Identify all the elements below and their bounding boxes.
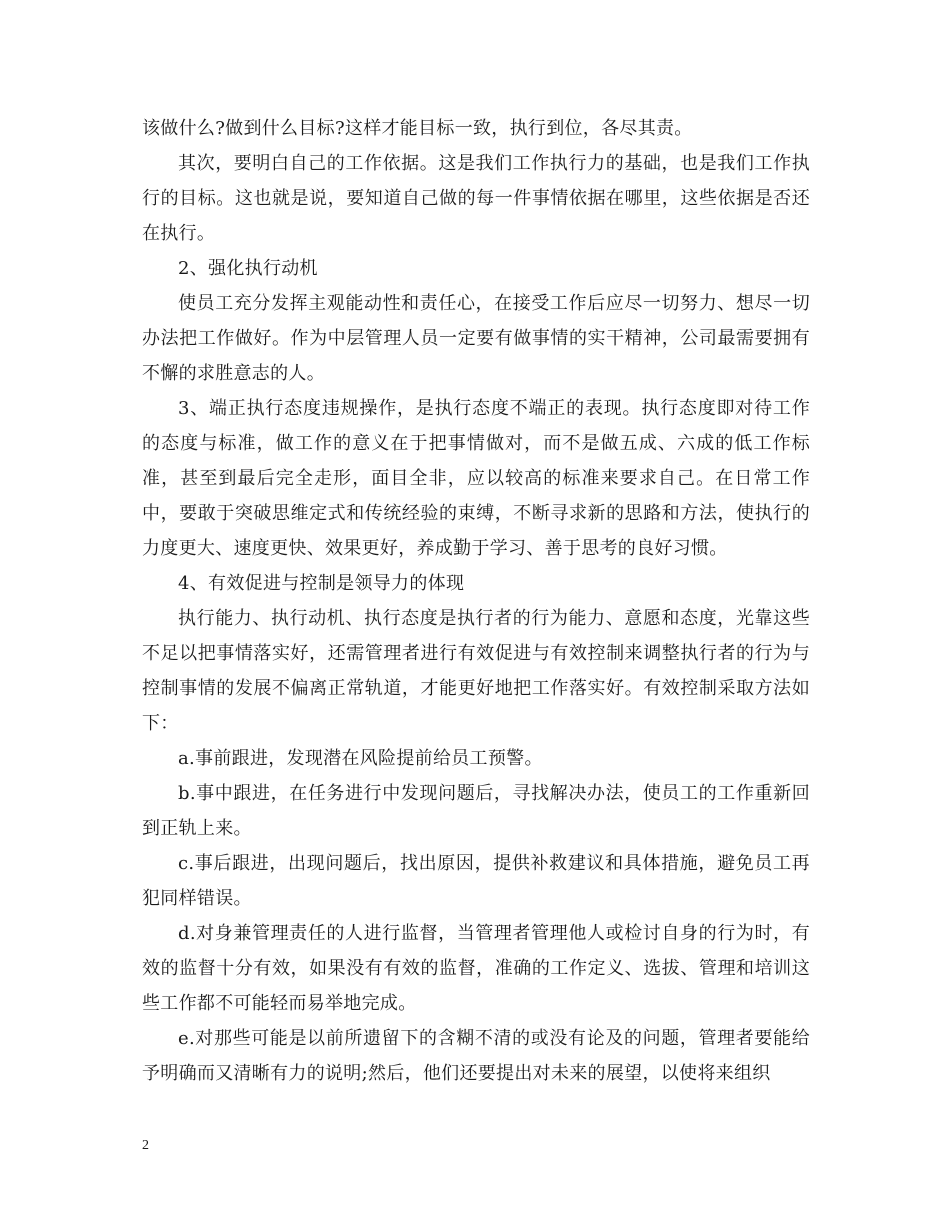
page-body	[142, 111, 810, 1091]
list-item-d: d.对身兼管理责任的人进行监督，当管理者管理他人或检讨自身的行为时，有效的监督十分有效，如果没有有效的监督，准确的工作定义、选拔、管理和培训这些工作都不可能轻而易举地完成。	[142, 923, 810, 1014]
list-item-c: c.事后跟进，出现问题后，找出原因，提供补救建议和具体措施，避免员工再犯同样错误。	[142, 853, 810, 909]
paragraph-continuation: 该做什么?做到什么目标?这样才能目标一致，执行到位，各尽其责。	[142, 118, 693, 139]
heading-promotion-control: 4、有效促进与控制是领导力的体现	[178, 573, 465, 594]
list-item-a: a.事前跟进，发现潜在风险提前给员工预警。	[178, 748, 543, 769]
list-item-b: b.事中跟进，在任务进行中发现问题后，寻找解决办法，使员工的工作重新回到正轨上来。	[142, 783, 810, 839]
paragraph-control-intro: 执行能力、执行动机、执行态度是执行者的行为能力、意愿和态度，光靠这些不足以把事情落实好，还需管理者进行有效促进与有效控制来调整执行者的行为与控制事情的发展不偏离正常轨道，才能更好地把工作落实好。有效控制采取方法如下：	[142, 608, 810, 734]
paragraph-motivation: 使员工充分发挥主观能动性和责任心，在接受工作后应尽一切努力、想尽一切办法把工作做好。作为中层管理人员一定要有做事情的实干精神，公司最需要拥有不懈的求胜意志的人。	[142, 293, 810, 384]
heading-execution-motivation: 2、强化执行动机	[178, 258, 318, 279]
paragraph-execution-attitude: 3、端正执行态度违规操作，是执行态度不端正的表现。执行态度即对待工作的态度与标准，做工作的意义在于把事情做对，而不是做五成、六成的低工作标准，甚至到最后完全走形，面目全非，应以较高的标准来要求自己。在日常工作中，要敢于突破思维定式和传统经验的束缚，不断寻求新的思路和方法，使执行的力度更大、速度更快、效果更好，养成勤于学习、善于思考的良好习惯。	[142, 398, 810, 559]
paragraph-work-basis: 其次，要明白自己的工作依据。这是我们工作执行力的基础，也是我们工作执行的目标。这也就是说，要知道自己做的每一件事情依据在哪里，这些依据是否还在执行。	[142, 153, 810, 244]
page-number: 2	[142, 1138, 149, 1153]
list-item-e: e.对那些可能是以前所遗留下的含糊不清的或没有论及的问题，管理者要能给予明确而又清晰有力的说明;然后，他们还要提出对未来的展望，以使将来组织	[142, 1028, 810, 1084]
